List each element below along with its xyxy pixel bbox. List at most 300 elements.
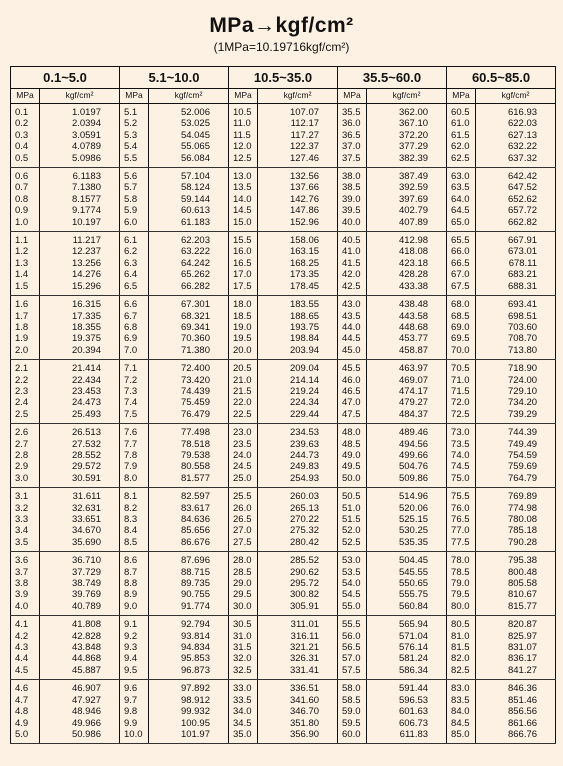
kgf-cell: 67.301 [149,296,229,311]
mpa-cell: 71.0 [447,375,476,386]
mpa-cell: 29.0 [229,578,258,589]
kgf-cell: 280.42 [258,537,338,552]
kgf-cell: 652.62 [476,194,556,205]
mpa-cell: 4.9 [11,718,40,729]
range-header-row [11,67,556,89]
mpa-cell: 8.8 [120,578,149,589]
mpa-cell: 73.0 [447,424,476,439]
table-row [11,450,556,461]
kgf-cell: 95.853 [149,653,229,664]
kgf-cell: 433.38 [367,281,447,296]
table-row [11,322,556,333]
mpa-cell: 21.5 [229,386,258,397]
kgf-cell: 311.01 [258,616,338,631]
mpa-cell: 4.7 [11,695,40,706]
kgf-cell: 438.48 [367,296,447,311]
kgf-cell: 219.24 [258,386,338,397]
mpa-cell: 6.1 [120,232,149,247]
mpa-cell: 18.0 [229,296,258,311]
mpa-cell: 70.0 [447,345,476,360]
mpa-cell: 39.0 [338,194,367,205]
kgf-cell: 15.296 [40,281,120,296]
kgf-cell: 764.79 [476,473,556,488]
mpa-cell: 4.8 [11,706,40,717]
mpa-cell: 26.0 [229,503,258,514]
kgf-cell: 795.38 [476,552,556,567]
kgf-cell: 34.670 [40,525,120,536]
mpa-cell: 22.5 [229,409,258,424]
mpa-cell: 33.5 [229,695,258,706]
mpa-cell: 70.5 [447,360,476,375]
mpa-cell: 64.5 [447,205,476,216]
mpa-column-header: MPa [11,89,40,104]
table-row [11,397,556,408]
kgf-cell: 54.045 [149,130,229,141]
kgf-cell: 76.479 [149,409,229,424]
mpa-cell: 9.8 [120,706,149,717]
kgf-cell: 33.651 [40,514,120,525]
mpa-cell: 4.3 [11,642,40,653]
table-body [11,104,556,744]
mpa-cell: 78.5 [447,567,476,578]
kgf-cell: 9.1774 [40,205,120,216]
mpa-cell: 43.0 [338,296,367,311]
table-row [11,653,556,664]
mpa-cell: 84.5 [447,718,476,729]
mpa-cell: 82.5 [447,665,476,680]
kgf-cell: 142.76 [258,194,338,205]
mpa-cell: 1.0 [11,217,40,232]
kgf-cell: 122.37 [258,141,338,152]
kgf-cell: 70.360 [149,333,229,344]
table-header [11,67,556,104]
table-row [11,281,556,296]
kgf-cell: 61.183 [149,217,229,232]
kgf-cell: 100.95 [149,718,229,729]
kgf-cell: 382.39 [367,153,447,168]
kgf-cell: 785.18 [476,525,556,536]
mpa-cell: 9.9 [120,718,149,729]
kgf-cell: 27.532 [40,439,120,450]
kgf-cell: 820.87 [476,616,556,631]
kgf-cell: 571.04 [367,631,447,642]
kgf-cell: 367.10 [367,118,447,129]
mpa-cell: 80.5 [447,616,476,631]
kgf-cell: 117.27 [258,130,338,141]
kgf-cell: 841.27 [476,665,556,680]
kgf-cell: 158.06 [258,232,338,247]
table-row [11,141,556,152]
table-row [11,424,556,439]
mpa-cell: 3.6 [11,552,40,567]
kgf-cell: 637.32 [476,153,556,168]
mpa-cell: 36.5 [338,130,367,141]
kgf-cell: 260.03 [258,488,338,503]
mpa-cell: 24.0 [229,450,258,461]
kgf-cell: 68.321 [149,311,229,322]
kgf-cell: 780.08 [476,514,556,525]
mpa-cell: 8.6 [120,552,149,567]
mpa-cell: 61.0 [447,118,476,129]
kgf-cell: 606.73 [367,718,447,729]
kgf-cell: 31.611 [40,488,120,503]
kgf-cell: 428.28 [367,269,447,280]
mpa-cell: 49.0 [338,450,367,461]
kgf-cell: 586.34 [367,665,447,680]
mpa-cell: 3.0 [11,473,40,488]
kgf-cell: 688.31 [476,281,556,296]
kgf-cell: 64.242 [149,258,229,269]
kgf-cell: 244.73 [258,450,338,461]
mpa-cell: 65.5 [447,232,476,247]
mpa-cell: 7.5 [120,409,149,424]
kgf-cell: 6.1183 [40,168,120,183]
range-header: 10.5~35.0 [229,67,338,89]
table-row [11,616,556,631]
mpa-cell: 4.2 [11,631,40,642]
mpa-cell: 54.5 [338,589,367,600]
kgf-cell: 209.04 [258,360,338,375]
mpa-cell: 72.5 [447,409,476,424]
mpa-cell: 6.3 [120,258,149,269]
mpa-cell: 7.3 [120,386,149,397]
kgf-cell: 90.755 [149,589,229,600]
range-header: 35.5~60.0 [338,67,447,89]
kgf-cell: 718.90 [476,360,556,375]
kgf-cell: 19.375 [40,333,120,344]
mpa-cell: 32.5 [229,665,258,680]
kgf-cell: 774.98 [476,503,556,514]
mpa-cell: 13.0 [229,168,258,183]
mpa-cell: 1.7 [11,311,40,322]
mpa-cell: 76.5 [447,514,476,525]
kgf-cell: 611.83 [367,729,447,744]
mpa-cell: 10.0 [120,729,149,744]
table-row [11,258,556,269]
kgf-cell: 52.006 [149,104,229,119]
kgf-cell: 744.39 [476,424,556,439]
mpa-cell: 44.5 [338,333,367,344]
mpa-cell: 0.7 [11,182,40,193]
kgf-cell: 198.84 [258,333,338,344]
kgf-cell: 305.91 [258,601,338,616]
mpa-cell: 69.0 [447,322,476,333]
kgf-cell: 83.617 [149,503,229,514]
mpa-cell: 7.0 [120,345,149,360]
page-title: MPa→kgf/cm² [209,14,354,37]
mpa-cell: 0.9 [11,205,40,216]
mpa-cell: 35.5 [338,104,367,119]
kgf-cell: 39.769 [40,589,120,600]
kgf-cell: 678.11 [476,258,556,269]
kgf-cell: 152.96 [258,217,338,232]
kgf-cell: 21.414 [40,360,120,375]
kgf-column-header: kgf/cm² [149,89,229,104]
table-row [11,461,556,472]
kgf-cell: 346.70 [258,706,338,717]
mpa-cell: 84.0 [447,706,476,717]
kgf-cell: 759.69 [476,461,556,472]
kgf-cell: 10.197 [40,217,120,232]
kgf-cell: 22.434 [40,375,120,386]
kgf-cell: 101.97 [149,729,229,744]
mpa-cell: 68.0 [447,296,476,311]
kgf-cell: 163.15 [258,246,338,257]
mpa-cell: 71.5 [447,386,476,397]
mpa-cell: 5.3 [120,130,149,141]
kgf-cell: 97.892 [149,680,229,695]
mpa-cell: 0.5 [11,153,40,168]
kgf-cell: 137.66 [258,182,338,193]
kgf-cell: 91.774 [149,601,229,616]
mpa-cell: 7.8 [120,450,149,461]
kgf-cell: 275.32 [258,525,338,536]
kgf-cell: 49.966 [40,718,120,729]
mpa-cell: 17.5 [229,281,258,296]
mpa-cell: 32.0 [229,653,258,664]
kgf-cell: 37.729 [40,567,120,578]
mpa-cell: 74.0 [447,450,476,461]
mpa-cell: 63.0 [447,168,476,183]
mpa-column-header: MPa [229,89,258,104]
kgf-cell: 698.51 [476,311,556,322]
mpa-cell: 69.5 [447,333,476,344]
kgf-cell: 326.31 [258,653,338,664]
mpa-cell: 2.5 [11,409,40,424]
mpa-cell: 60.5 [447,104,476,119]
mpa-cell: 58.5 [338,695,367,706]
mpa-cell: 1.4 [11,269,40,280]
kgf-cell: 168.25 [258,258,338,269]
mpa-cell: 3.7 [11,567,40,578]
mpa-cell: 27.0 [229,525,258,536]
mpa-cell: 8.3 [120,514,149,525]
kgf-cell: 331.41 [258,665,338,680]
mpa-cell: 16.5 [229,258,258,269]
mpa-cell: 0.1 [11,104,40,119]
mpa-cell: 25.5 [229,488,258,503]
mpa-cell: 0.2 [11,118,40,129]
unit-header-row [11,89,556,104]
kgf-cell: 47.927 [40,695,120,706]
kgf-cell: 23.453 [40,386,120,397]
kgf-cell: 12.237 [40,246,120,257]
mpa-cell: 80.0 [447,601,476,616]
kgf-cell: 453.77 [367,333,447,344]
kgf-cell: 673.01 [476,246,556,257]
table-row [11,729,556,744]
kgf-cell: 351.80 [258,718,338,729]
mpa-cell: 18.5 [229,311,258,322]
kgf-cell: 30.591 [40,473,120,488]
mpa-cell: 79.0 [447,578,476,589]
mpa-cell: 39.5 [338,205,367,216]
kgf-cell: 239.63 [258,439,338,450]
mpa-cell: 30.0 [229,601,258,616]
mpa-cell: 5.7 [120,182,149,193]
kgf-cell: 112.17 [258,118,338,129]
kgf-cell: 703.60 [476,322,556,333]
mpa-cell: 1.3 [11,258,40,269]
mpa-cell: 4.4 [11,653,40,664]
kgf-cell: 489.46 [367,424,447,439]
table-row [11,514,556,525]
table-row [11,345,556,360]
mpa-cell: 28.0 [229,552,258,567]
table-row [11,205,556,216]
table-row [11,104,556,119]
kgf-cell: 234.53 [258,424,338,439]
mpa-cell: 20.5 [229,360,258,375]
mpa-cell: 49.5 [338,461,367,472]
mpa-cell: 6.5 [120,281,149,296]
kgf-cell: 851.46 [476,695,556,706]
table-row [11,473,556,488]
mpa-cell: 38.5 [338,182,367,193]
kgf-column-header: kgf/cm² [258,89,338,104]
mpa-cell: 46.5 [338,386,367,397]
mpa-cell: 50.5 [338,488,367,503]
mpa-cell: 0.4 [11,141,40,152]
kgf-cell: 77.498 [149,424,229,439]
kgf-cell: 596.53 [367,695,447,706]
kgf-cell: 203.94 [258,345,338,360]
mpa-cell: 3.9 [11,589,40,600]
table-row [11,578,556,589]
kgf-cell: 5.0986 [40,153,120,168]
mpa-cell: 2.1 [11,360,40,375]
mpa-cell: 37.5 [338,153,367,168]
kgf-cell: 173.35 [258,269,338,280]
kgf-column-header: kgf/cm² [476,89,556,104]
kgf-cell: 336.51 [258,680,338,695]
kgf-cell: 45.887 [40,665,120,680]
kgf-cell: 387.49 [367,168,447,183]
mpa-cell: 4.1 [11,616,40,631]
mpa-cell: 36.0 [338,118,367,129]
mpa-cell: 19.0 [229,322,258,333]
kgf-cell: 734.20 [476,397,556,408]
mpa-cell: 5.4 [120,141,149,152]
kgf-cell: 44.868 [40,653,120,664]
kgf-cell: 667.91 [476,232,556,247]
mpa-cell: 6.0 [120,217,149,232]
mpa-cell: 8.5 [120,537,149,552]
mpa-cell: 57.5 [338,665,367,680]
kgf-cell: 581.24 [367,653,447,664]
kgf-cell: 20.394 [40,345,120,360]
kgf-cell: 341.60 [258,695,338,706]
kgf-cell: 601.63 [367,706,447,717]
mpa-cell: 54.0 [338,578,367,589]
mpa-cell: 50.0 [338,473,367,488]
kgf-cell: 81.577 [149,473,229,488]
mpa-cell: 21.0 [229,375,258,386]
kgf-cell: 861.66 [476,718,556,729]
mpa-cell: 23.5 [229,439,258,450]
mpa-cell: 40.0 [338,217,367,232]
kgf-cell: 72.400 [149,360,229,375]
mpa-cell: 6.6 [120,296,149,311]
kgf-cell: 56.084 [149,153,229,168]
mpa-cell: 72.0 [447,397,476,408]
kgf-cell: 831.07 [476,642,556,653]
table-row [11,552,556,567]
mpa-cell: 2.9 [11,461,40,472]
kgf-cell: 402.79 [367,205,447,216]
mpa-cell: 8.2 [120,503,149,514]
mpa-cell: 64.0 [447,194,476,205]
table-row [11,130,556,141]
kgf-cell: 627.13 [476,130,556,141]
kgf-cell: 463.97 [367,360,447,375]
mpa-cell: 2.6 [11,424,40,439]
mpa-cell: 37.0 [338,141,367,152]
mpa-cell: 7.7 [120,439,149,450]
range-header: 5.1~10.0 [120,67,229,89]
table-row [11,665,556,680]
kgf-cell: 499.66 [367,450,447,461]
mpa-cell: 45.5 [338,360,367,375]
kgf-cell: 555.75 [367,589,447,600]
kgf-cell: 560.84 [367,601,447,616]
kgf-cell: 224.34 [258,397,338,408]
kgf-cell: 295.72 [258,578,338,589]
mpa-cell: 5.0 [11,729,40,744]
kgf-cell: 99.932 [149,706,229,717]
kgf-cell: 60.613 [149,205,229,216]
mpa-cell: 83.5 [447,695,476,706]
table-row [11,386,556,397]
mpa-cell: 2.2 [11,375,40,386]
kgf-cell: 397.69 [367,194,447,205]
kgf-cell: 846.36 [476,680,556,695]
kgf-cell: 509.86 [367,473,447,488]
mpa-cell: 7.2 [120,375,149,386]
mpa-cell: 6.2 [120,246,149,257]
table-row [11,375,556,386]
mpa-cell: 2.0 [11,345,40,360]
table-row [11,601,556,616]
mpa-cell: 1.1 [11,232,40,247]
kgf-cell: 4.0789 [40,141,120,152]
table-row [11,246,556,257]
mpa-cell: 1.6 [11,296,40,311]
kgf-cell: 407.89 [367,217,447,232]
mpa-cell: 34.5 [229,718,258,729]
kgf-cell: 40.789 [40,601,120,616]
mpa-cell: 9.1 [120,616,149,631]
kgf-cell: 57.104 [149,168,229,183]
mpa-cell: 8.0 [120,473,149,488]
kgf-cell: 29.572 [40,461,120,472]
mpa-cell: 43.5 [338,311,367,322]
kgf-cell: 16.315 [40,296,120,311]
mpa-cell: 12.0 [229,141,258,152]
mpa-cell: 3.8 [11,578,40,589]
kgf-cell: 270.22 [258,514,338,525]
kgf-cell: 316.11 [258,631,338,642]
table-row [11,488,556,503]
mpa-cell: 81.0 [447,631,476,642]
kgf-cell: 43.848 [40,642,120,653]
mpa-cell: 24.5 [229,461,258,472]
mpa-cell: 62.0 [447,141,476,152]
mpa-cell: 34.0 [229,706,258,717]
kgf-cell: 545.55 [367,567,447,578]
mpa-cell: 22.0 [229,397,258,408]
mpa-cell: 62.5 [447,153,476,168]
